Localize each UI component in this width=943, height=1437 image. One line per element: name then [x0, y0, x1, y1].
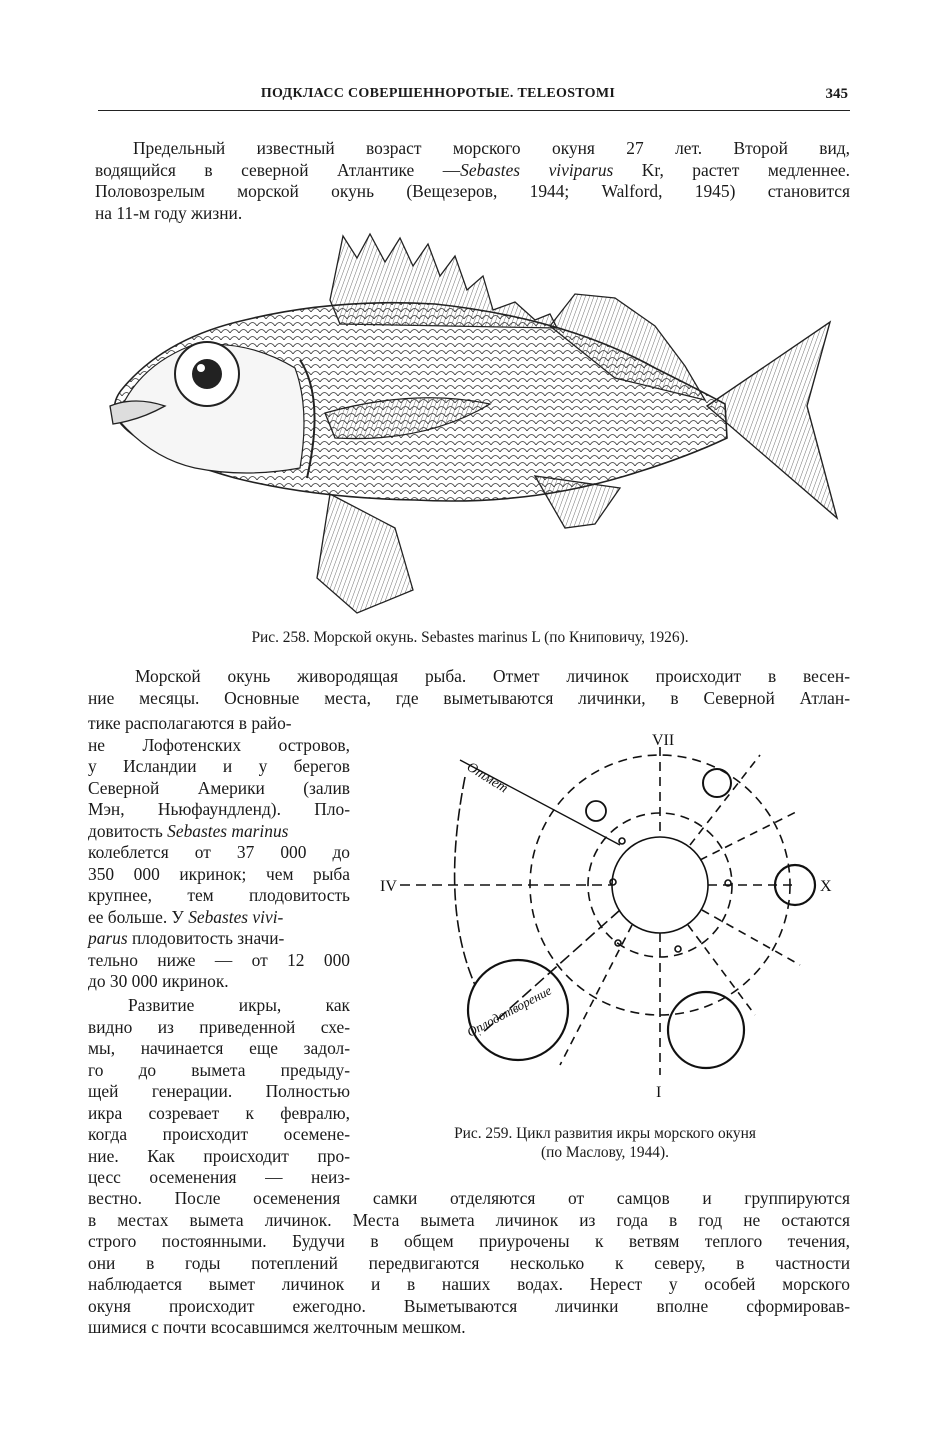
figure-259-caption-line-2: (по Маслову, 1944).	[541, 1144, 669, 1161]
left2-line-1: Развитие икры, как	[128, 995, 350, 1015]
left-line-1: тике располагаются в райо-	[88, 713, 292, 733]
left2-line-6: икра созревает к февралю,	[88, 1102, 350, 1123]
label-iv: IV	[380, 878, 397, 895]
left2-line-7: когда происходит осемене-	[88, 1124, 350, 1144]
bottom-line-7: шимися с почти всосавшимся желточным мешком.	[88, 1317, 466, 1337]
bottom-line-3: строго постоянными. Будучи в общем приурочены к ветвям теплого течения,	[88, 1231, 850, 1251]
label-vii: VII	[652, 732, 675, 749]
species-name: Sebastes viviparus	[460, 159, 614, 180]
left2-line-8: ние. Как происходит про-	[88, 1145, 350, 1166]
egg-development-cycle-diagram	[370, 725, 850, 1120]
left-line-13: до 30 000 икринок.	[88, 971, 229, 991]
left2-line-3: мы, начинается еще задол-	[88, 1038, 350, 1058]
intro-line-4: на 11-м году жизни.	[95, 202, 243, 223]
intro-line-3: Половозрелым морской окунь (Вещезеров, 1944; Walford, 1945) становится	[95, 181, 850, 201]
left2-line-4: го до вымета предыду-	[88, 1059, 350, 1080]
left2-line-5: щей генерации. Полностью	[88, 1081, 350, 1101]
intro-line-2-head: водящийся в северной Атлантике —	[95, 159, 461, 180]
figure-259-caption	[385, 1124, 825, 1162]
lead-line-1: Морской окунь живородящая рыба. Отмет личинок происходит в весен-	[135, 666, 850, 686]
bottom-paragraph	[88, 1188, 850, 1339]
page-number: 345	[825, 86, 848, 102]
left-line-11	[88, 928, 350, 950]
intro-line-2-tail: Kr, растет медленнее.	[613, 159, 850, 180]
page-header	[98, 84, 850, 111]
species-viviparus-a: Sebastes vivi-	[188, 906, 284, 927]
left-line-10-head: ее больше. У	[88, 906, 189, 927]
running-title: ПОДКЛАСС СОВЕРШЕННОРОТЫЕ. TELEOSTOMI	[260, 86, 616, 101]
label-x: X	[820, 878, 832, 895]
label-otmet: Отмет	[463, 759, 511, 797]
bottom-line-4: они в годы потеплений передвигаются несколько к северу, в частности	[88, 1252, 850, 1273]
left-column-paragraph	[88, 713, 350, 993]
figure-259-caption-line-1: Рис. 259. Цикл развития икры морского окуня	[454, 1125, 756, 1142]
left2-line-9: цесс осеменения — неиз-	[88, 1167, 350, 1187]
intro-paragraph	[95, 138, 850, 224]
left-line-4: Северной Америки (залив	[88, 777, 350, 798]
egg-circle-top	[586, 801, 606, 821]
label-oplodotvorenie: Оплодотворение	[464, 982, 554, 1040]
left-line-5: Мэн, Ньюфаундленд). Пло-	[88, 799, 350, 819]
bottom-line-2: в местах вымета личинок. Места вымета личинок из года в год не остаются	[88, 1209, 850, 1230]
label-i: I	[656, 1084, 662, 1101]
left-line-6	[88, 821, 350, 843]
outer-arc	[455, 777, 475, 985]
left-line-10	[88, 907, 350, 929]
left-line-6-head: довитость	[88, 820, 168, 841]
bottom-line-5: наблюдается вымет личинок и в наших водах. Нерест у особей морского	[88, 1274, 850, 1294]
left-line-2: не Лофотенских островов,	[88, 734, 350, 755]
left2-line-2: видно из приведенной схе-	[88, 1016, 350, 1037]
left-line-7: колеблется от 37 000 до	[88, 842, 350, 862]
left-line-8: 350 000 икринок; чем рыба	[88, 863, 350, 884]
lead-paragraph	[88, 666, 850, 709]
egg-circle-top-right	[703, 769, 731, 797]
figure-258-caption: Рис. 258. Морской окунь. Sebastes marinus L (по Книповичу, 1926).	[251, 629, 689, 646]
left-line-11-tail: плодовитость значи-	[127, 928, 285, 948]
intro-line-2	[95, 160, 850, 182]
left-line-3: у Исландии и у берегов	[88, 756, 350, 776]
left-line-9: крупнее, тем плодовитость	[88, 885, 350, 905]
lead-line-2: ние месяцы. Основные места, где выметываются личинки, в Северной Атлан-	[88, 687, 850, 708]
inner-circle	[612, 837, 708, 933]
left-column-paragraph-2	[88, 995, 350, 1189]
pelvic-fin	[317, 494, 413, 613]
egg-circle-bottom-right	[668, 992, 744, 1068]
egg-circle-right	[775, 865, 815, 905]
bottom-line-1: вестно. После осеменения самки отделяются от самцов и группируются	[88, 1188, 850, 1208]
intro-line-1: Предельный известный возраст морского окуня 27 лет. Второй вид,	[133, 138, 850, 158]
left-line-12: тельно ниже — от 12 000	[88, 949, 350, 970]
bottom-line-6: окуня происходит ежегодно. Выметываются личинки вполне сформировав-	[88, 1295, 850, 1316]
species-viviparus-b: parus	[88, 928, 128, 948]
species-marinus: Sebastes marinus	[167, 820, 289, 841]
fish-illustration	[95, 228, 840, 620]
